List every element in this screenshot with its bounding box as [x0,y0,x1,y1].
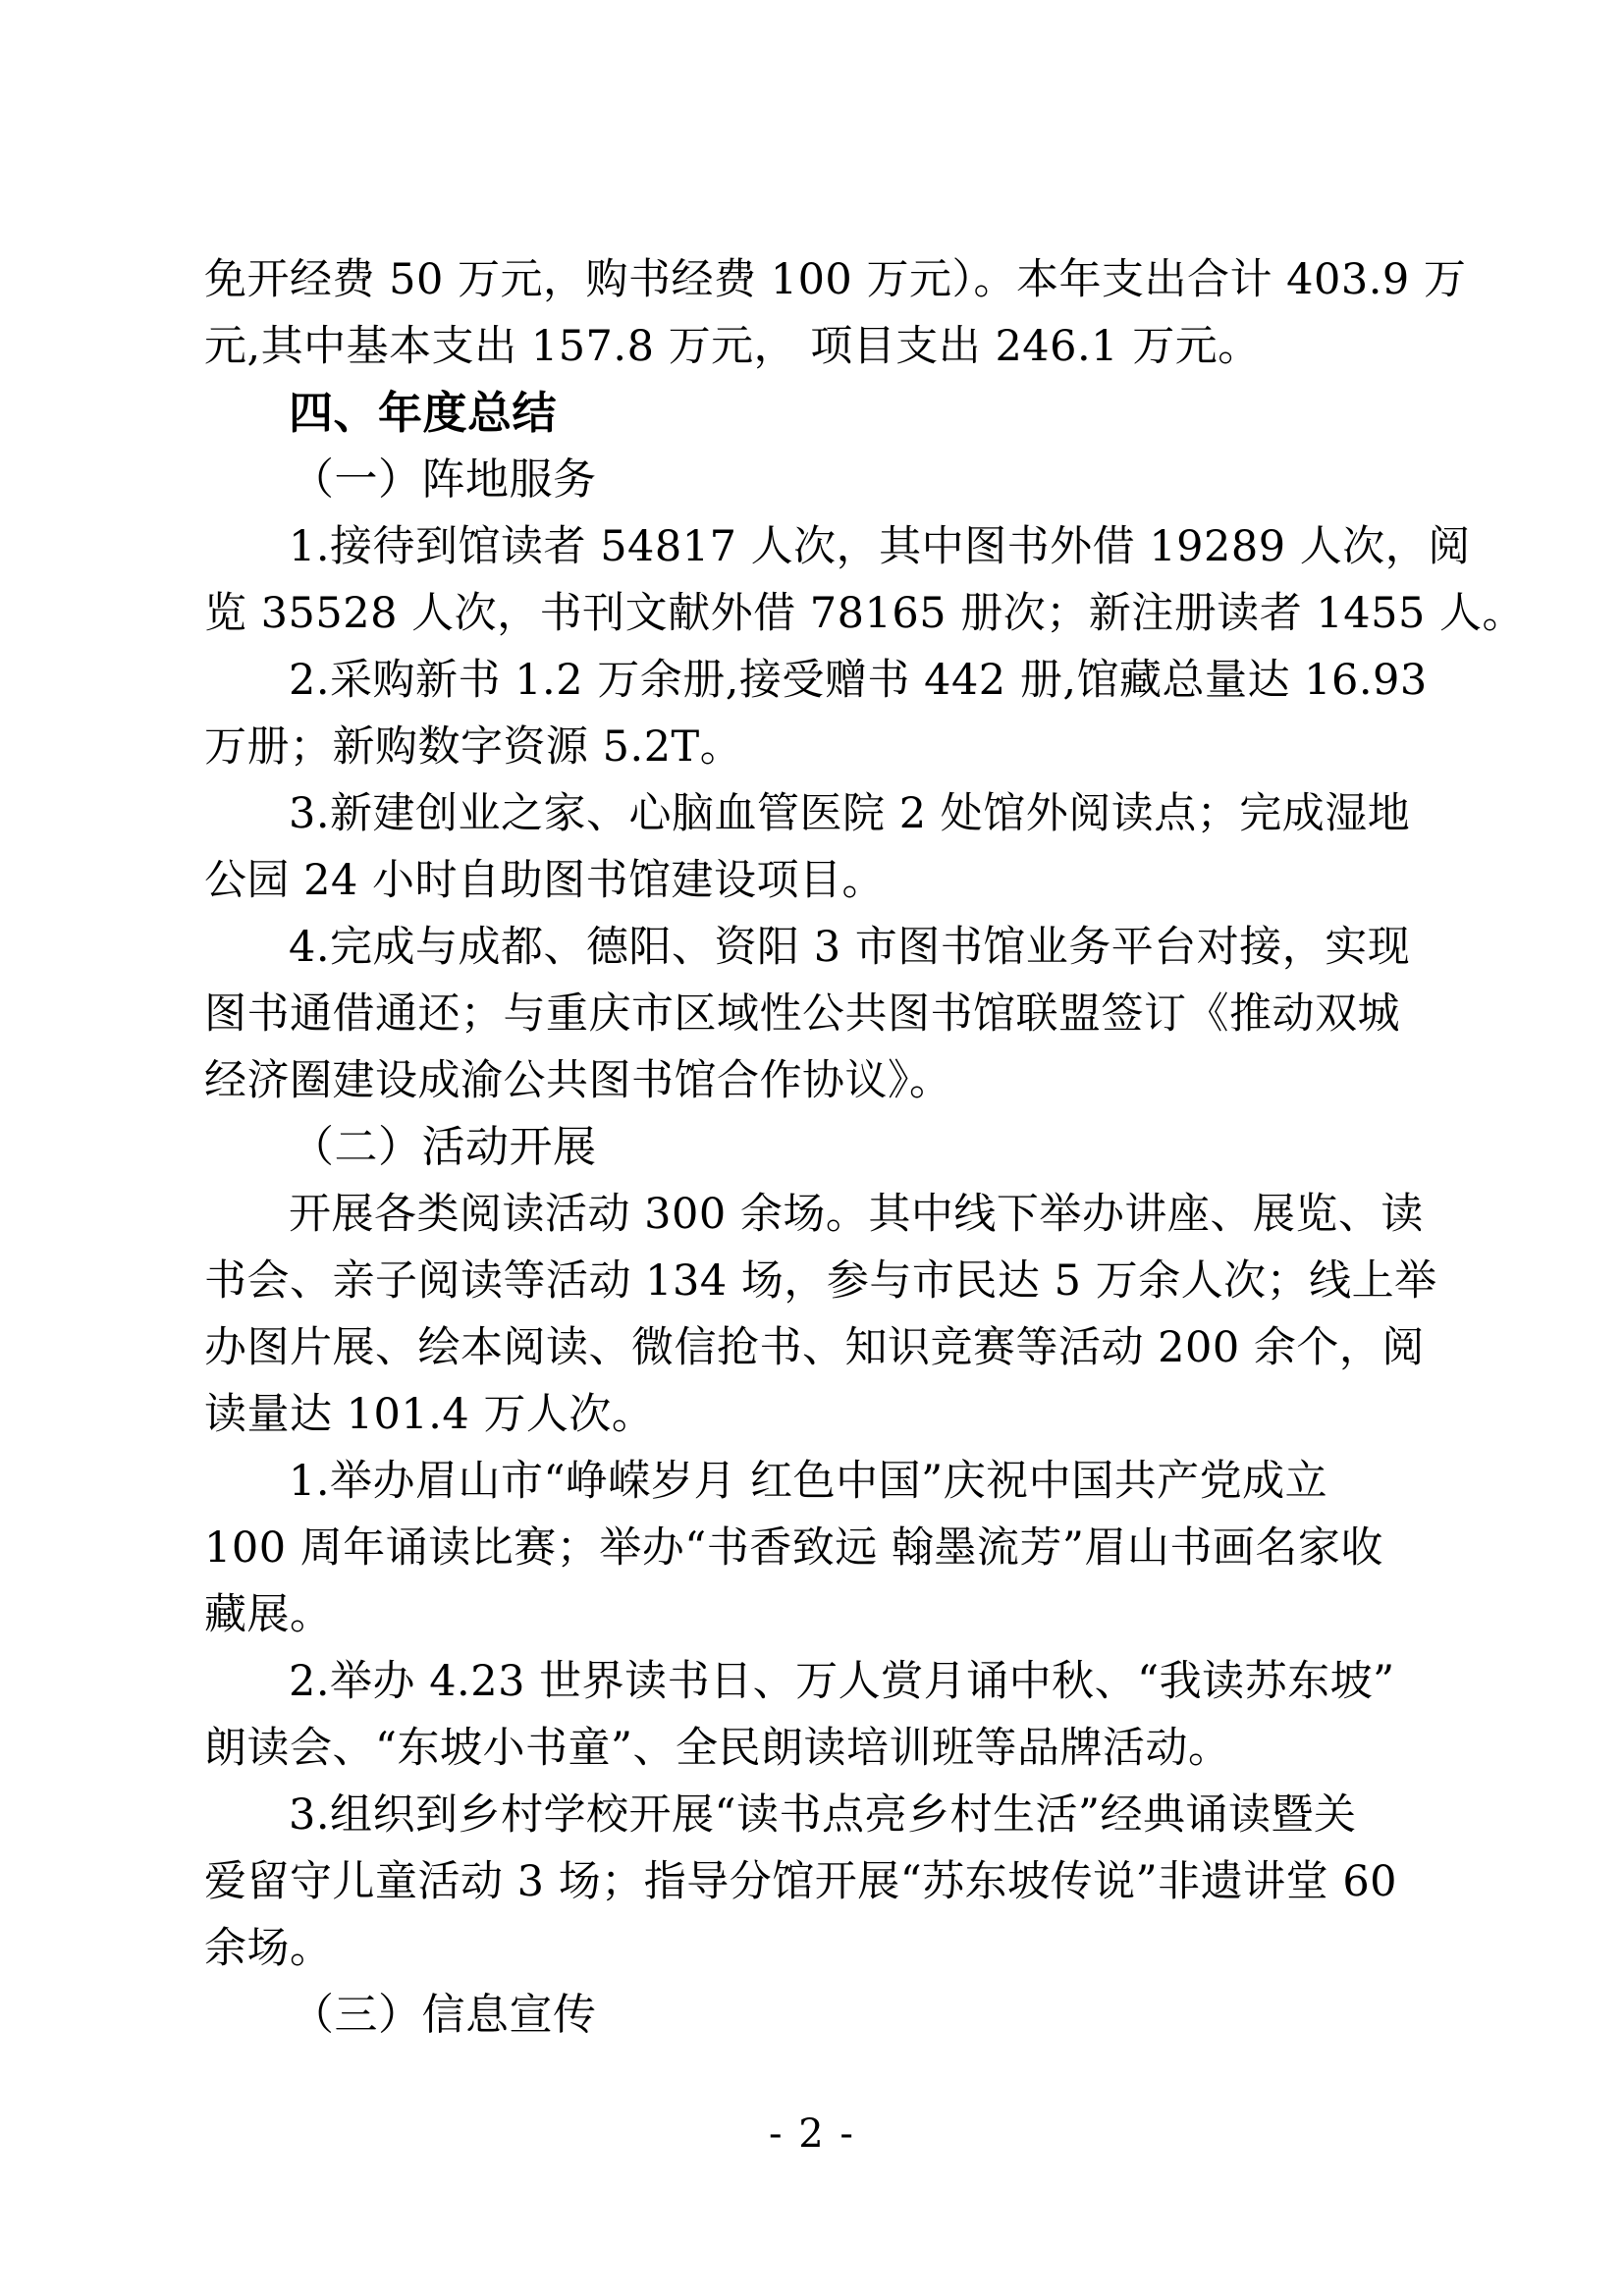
subsection-heading-1: （一）阵地服务 [291,454,597,505]
text-line: 1.接待到馆读者 54817 人次，其中图书外借 19289 人次，阅 [289,522,1471,571]
text-line: 4.完成与成都、德阳、资阳 3 市图书馆业务平台对接，实现 [289,923,1411,972]
text-line: 万册；新购数字资源 5.2T。 [204,722,743,772]
text-line: 余场。 [204,1924,333,1973]
page-number: - 2 - [769,2111,855,2157]
text-line: 办图片展、绘本阅读、微信抢书、知识竞赛等活动 200 余个，阅 [204,1323,1425,1372]
text-line: 经济圈建设成渝公共图书馆合作协议》。 [204,1056,952,1105]
section-heading-annual-summary: 四、年度总结 [289,387,558,439]
document-body [204,246,1526,2049]
text-line: 爱留守儿童活动 3 场；指导分馆开展“苏东坡传说”非遗讲堂 60 [204,1857,1398,1906]
text-line: 图书通借通还；与重庆市区域性公共图书馆联盟签订《推动双城 [204,989,1400,1039]
text-line: 3.新建创业之家、心脑血管医院 2 处馆外阅读点；完成湿地 [289,789,1411,838]
text-line: 2.采购新书 1.2 万余册,接受赠书 442 册,馆藏总量达 16.93 [289,656,1428,705]
subsection-heading-3: （三）信息宣传 [291,1990,597,2040]
text-line: 1.举办眉山市“峥嵘岁月 红色中国”庆祝中国共产党成立 [289,1457,1328,1506]
text-line: 书会、亲子阅读等活动 134 场，参与市民达 5 万余人次；线上举 [204,1256,1437,1306]
text-line: 3.组织到乡村学校开展“读书点亮乡村生活”经典诵读暨关 [289,1790,1357,1840]
text-line: 元,其中基本支出 157.8 万元， 项目支出 246.1 万元。 [204,322,1261,371]
subsection-heading-2: （二）活动开展 [291,1122,597,1172]
text-line: 公园 24 小时自助图书馆建设项目。 [204,856,886,905]
text-line: 读量达 101.4 万人次。 [204,1390,655,1439]
text-line: 100 周年诵读比赛；举办“书香致远 翰墨流芳”眉山书画名家收 [204,1523,1383,1573]
text-line: 朗读会、“东坡小书童”、全民朗读培训班等品牌活动。 [204,1724,1231,1773]
text-line: 免开经费 50 万元，购书经费 100 万元）。本年支出合计 403.9 万 [204,255,1467,304]
text-line: 览 35528 人次，书刊文献外借 78165 册次；新注册读者 1455 人。 [204,589,1526,638]
text-line: 藏展。 [204,1590,333,1639]
text-line: 开展各类阅读活动 300 余场。其中线下举办讲座、展览、读 [289,1190,1424,1239]
text-line: 2.举办 4.23 世界读书日、万人赏月诵中秋、“我读苏东坡” [289,1657,1395,1706]
